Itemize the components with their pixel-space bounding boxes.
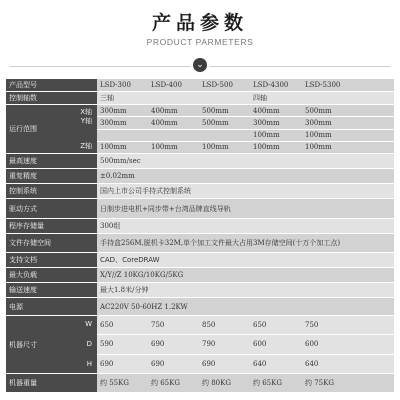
speed-value: 500mm/sec — [97, 154, 394, 169]
row-program — [6, 219, 394, 234]
row-file — [6, 234, 394, 253]
size-h-5: 640 — [302, 354, 394, 373]
divider-right — [210, 66, 390, 67]
page-subtitle: PRODUCT PARMETERS — [146, 37, 254, 47]
dim-d-label: D — [86, 340, 92, 348]
range-y-5: 300mm — [302, 117, 394, 129]
divider-left — [10, 66, 190, 67]
page-title: 产品参数 — [151, 12, 248, 34]
size-d-2: 690 — [148, 335, 199, 354]
drive-value: 日制步进电机+同步带+台湾品牌直线导轨 — [97, 199, 394, 219]
range-z2-4: 100mm — [250, 141, 302, 153]
size-w-4: 650 — [250, 316, 302, 335]
range-z2-3: 100mm — [199, 141, 250, 153]
range-x-2: 400mm — [148, 105, 199, 117]
size-d-4: 600 — [250, 335, 302, 354]
range-z2-2: 100mm — [148, 141, 199, 153]
axes-four: 四轴 — [250, 92, 394, 105]
range-label: 运行范围 — [9, 125, 37, 133]
control-value: 国内上市公司手持式控制系统 — [97, 184, 394, 199]
weight-1: 约 55KG — [97, 374, 148, 392]
size-h-4: 640 — [250, 354, 302, 373]
axis-x-label: X轴 — [80, 108, 92, 116]
range-y-1: 300mm — [97, 117, 148, 129]
transport-value: 最大1.8米/分钟 — [97, 283, 394, 298]
row-power — [6, 298, 394, 316]
range-y-2: 400mm — [148, 117, 199, 129]
row-axes — [6, 92, 394, 105]
spec-table — [6, 78, 394, 392]
label-file: 文件存储空间 — [6, 234, 97, 253]
weight-2: 约 65KG — [148, 374, 199, 392]
row-speed — [6, 154, 394, 169]
row-weight — [6, 374, 394, 392]
repeat-value: ±0.02mm — [97, 169, 394, 184]
range-z1-4: 100mm — [250, 129, 302, 141]
size-w-3: 850 — [199, 316, 250, 335]
range-z1-5: 100mm — [302, 129, 394, 141]
label-control: 控制系统 — [6, 184, 97, 199]
axes-three: 三轴 — [97, 92, 250, 105]
range-z1-1 — [97, 129, 148, 141]
label-doc: 支持文档 — [6, 253, 97, 268]
label-transport: 输送速度 — [6, 283, 97, 298]
range-z1-2 — [148, 129, 199, 141]
row-control — [6, 184, 394, 199]
size-d-3: 790 — [199, 335, 250, 354]
dim-h-label: H — [86, 360, 92, 368]
label-axes: 控制轴数 — [6, 92, 97, 105]
axis-y-label: Y轴 — [80, 117, 92, 125]
range-z2-5: 100mm — [302, 141, 394, 153]
load-value: X/Y//Z 10KG/10KG/5KG — [97, 268, 394, 283]
chevron-down-icon: ⌄ — [193, 58, 207, 72]
size-d-5: 600 — [302, 335, 394, 354]
row-load — [6, 268, 394, 283]
label-model: 产品型号 — [6, 79, 97, 92]
model-4: LSD-4300 — [250, 79, 302, 92]
model-5: LSD-5300 — [302, 79, 394, 92]
power-value: AC220V 50-60HZ 1.2KW — [97, 298, 394, 316]
size-d-1: 590 — [97, 335, 148, 354]
row-transport — [6, 283, 394, 298]
dim-w-label: W — [85, 320, 92, 328]
size-w-1: 650 — [97, 316, 148, 335]
row-size-w — [6, 316, 394, 335]
row-model — [6, 79, 394, 92]
model-2: LSD-400 — [148, 79, 199, 92]
label-speed: 最高速度 — [6, 154, 97, 169]
range-x-3: 500mm — [199, 105, 250, 117]
doc-value: CAD、CoreDRAW — [97, 253, 394, 268]
label-power: 电源 — [6, 298, 97, 316]
range-z1-3 — [199, 129, 250, 141]
row-range-x — [6, 105, 394, 117]
page-header — [0, 0, 400, 78]
label-size — [6, 316, 97, 374]
size-w-5: 750 — [302, 316, 394, 335]
label-load: 最大负载 — [6, 268, 97, 283]
label-weight: 机器重量 — [6, 374, 97, 392]
row-drive — [6, 199, 394, 219]
label-program: 程序存储量 — [6, 219, 97, 234]
label-repeat: 重复精度 — [6, 169, 97, 184]
size-h-1: 690 — [97, 354, 148, 373]
label-drive: 驱动方式 — [6, 199, 97, 219]
size-label: 机器尺寸 — [9, 341, 37, 349]
weight-5: 约 75KG — [302, 374, 394, 392]
row-repeat — [6, 169, 394, 184]
axis-z-label: Z轴 — [80, 142, 92, 150]
range-x-5: 500mm — [302, 105, 394, 117]
range-y-4: 300mm — [250, 117, 302, 129]
file-value: 手持盒256M,脱机卡32M,单个加工文件最大占用3M存储空间(十万个加工点) — [97, 234, 394, 253]
model-1: LSD-300 — [97, 79, 148, 92]
range-x-4: 400mm — [250, 105, 302, 117]
range-y-3: 500mm — [199, 117, 250, 129]
size-h-3: 690 — [199, 354, 250, 373]
label-range — [6, 105, 97, 154]
row-doc — [6, 253, 394, 268]
weight-3: 约 80KG — [199, 374, 250, 392]
weight-4: 约 65KG — [250, 374, 302, 392]
program-value: 300组 — [97, 219, 394, 234]
size-h-2: 690 — [148, 354, 199, 373]
size-w-2: 750 — [148, 316, 199, 335]
model-3: LSD-500 — [199, 79, 250, 92]
range-z2-1: 100mm — [97, 141, 148, 153]
range-x-1: 300mm — [97, 105, 148, 117]
